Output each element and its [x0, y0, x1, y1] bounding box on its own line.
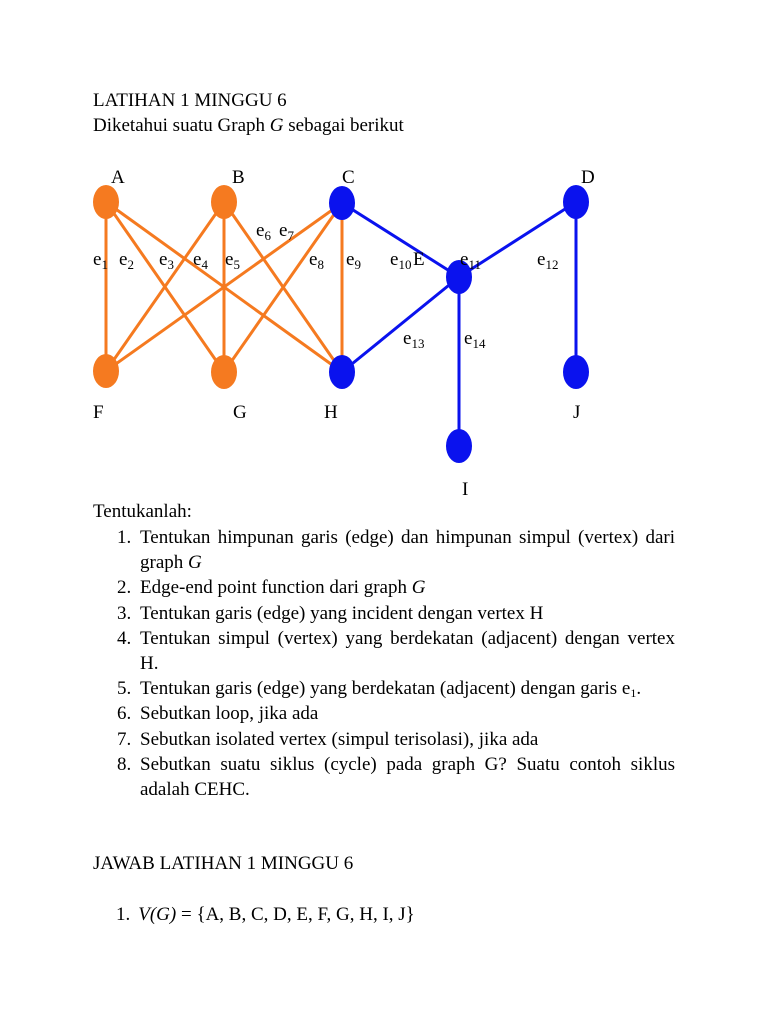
task-number: 1.: [117, 527, 132, 548]
edge-label-e3: $e_3$: [159, 249, 174, 272]
edge-label-e1: $e_1$: [93, 249, 108, 272]
page-title: LATIHAN 1 MINGGU 6: [93, 90, 287, 111]
task-number: 6.: [117, 703, 132, 725]
vertex-label-a: A: [111, 167, 125, 188]
task-number: 8.: [117, 753, 132, 775]
edge-label-e8: $e_8$: [309, 249, 324, 272]
edge-label-e2: $e_2$: [119, 249, 134, 272]
subtitle-text-post: sebagai berikut: [283, 115, 404, 136]
task-item-7: [93, 727, 675, 752]
vertex-j: [563, 355, 589, 389]
answer-number: 1.: [116, 904, 131, 925]
vertex-c: [329, 186, 355, 220]
task-list: [93, 525, 675, 802]
task-text: Tentukan garis (edge) yang berdekatan (adjacent) dengan garis e: [140, 678, 631, 700]
task-text: 1: [630, 686, 637, 701]
edge-label-e4: $e_4$: [193, 249, 208, 272]
edge-label-e10: $e_{10}$: [390, 249, 412, 272]
instructions-intro: Tentukanlah:: [93, 501, 192, 522]
vertex-label-b: B: [232, 167, 245, 188]
graph-edges: [106, 202, 576, 446]
task-number: 5.: [117, 678, 132, 700]
vertex-label-h: H: [324, 402, 338, 423]
vertex-a: [93, 185, 119, 219]
task-text: Tentukan garis (edge) yang incident dengan vertex H: [140, 602, 544, 624]
task-text: Sebutkan isolated vertex (simpul terisolasi), jika ada: [140, 728, 539, 750]
vertex-d: [563, 185, 589, 219]
task-text: Tentukan simpul (vertex) yang berdekatan (adjacent) dengan vertex H.: [140, 627, 675, 675]
vertex-f: [93, 354, 119, 388]
graph-diagram: [0, 160, 768, 500]
edge-label-e7: $e_7$: [279, 220, 294, 243]
answer-title: JAWAB LATIHAN 1 MINGGU 6: [93, 853, 354, 874]
task-number: 3.: [117, 602, 132, 624]
vertex-g: [211, 355, 237, 389]
vertex-b: [211, 185, 237, 219]
vertex-label-c: C: [342, 167, 355, 188]
task-number: 2.: [117, 577, 132, 599]
edge-label-e5: $e_5$: [225, 249, 240, 272]
task-text: Tentukan himpunan garis (edge) dan himpunan simpul (vertex) dari graph: [140, 527, 675, 574]
task-item-1: [93, 525, 675, 575]
task-text: G: [188, 552, 202, 574]
task-text: .: [636, 678, 642, 700]
task-number: 4.: [117, 627, 132, 649]
edge-label-e14: $e_{14}$: [464, 328, 486, 351]
vertex-label-g: G: [233, 402, 247, 423]
task-text: Edge-end point function dari graph: [140, 577, 412, 599]
vertex-i: [446, 429, 472, 463]
task-item-2: [93, 575, 675, 600]
task-item-5: [93, 676, 675, 701]
task-item-3: [93, 601, 675, 626]
task-text: Sebutkan loop, jika ada: [140, 703, 319, 725]
vertex-label-i: I: [462, 479, 469, 500]
subtitle-graph-variable: G: [269, 115, 284, 136]
answer-rhs: = {A, B, C, D, E, F, G, H, I, J}: [176, 904, 415, 925]
vertex-h: [329, 355, 355, 389]
edge-label-e13: $e_{13}$: [403, 328, 425, 351]
answer-lhs: V(G): [138, 904, 177, 925]
edge-label-e11: $e_{11}$: [460, 249, 481, 272]
task-text: Sebutkan suatu siklus (cycle) pada graph G? Suatu contoh siklus adalah CEHC.: [140, 753, 675, 801]
task-item-4: [93, 626, 675, 676]
task-text: G: [411, 577, 426, 599]
edge-label-e6: $e_6$: [256, 220, 271, 243]
edge-e-h: [342, 277, 459, 372]
edge-label-e9: $e_9$: [346, 249, 361, 272]
task-item-8: [93, 752, 675, 802]
answer-item-1: [116, 903, 415, 927]
edge-label-e12: $e_{12}$: [537, 249, 559, 272]
vertex-label-d: D: [581, 167, 595, 188]
vertex-label-f: F: [93, 402, 104, 423]
task-number: 7.: [117, 728, 132, 750]
vertex-label-j: J: [573, 402, 581, 423]
task-item-6: [93, 701, 675, 726]
subtitle-text-pre: Diketahui suatu Graph: [93, 115, 270, 136]
vertex-label-e: E: [413, 249, 425, 270]
page-subtitle: [93, 114, 404, 138]
